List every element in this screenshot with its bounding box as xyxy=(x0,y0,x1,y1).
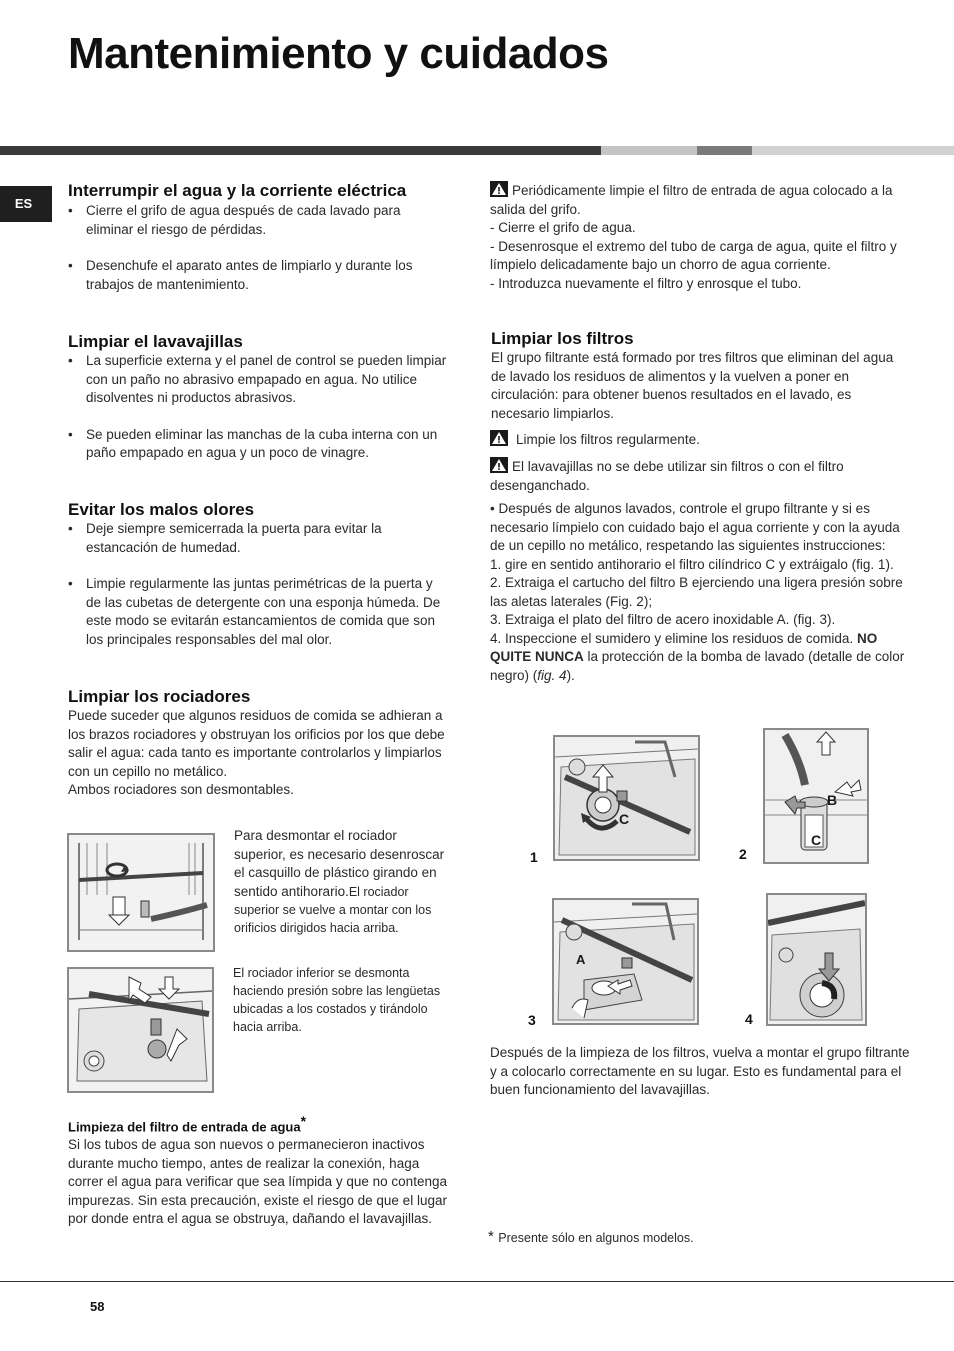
heading-limpiar-filtros: Limpiar los filtros xyxy=(491,329,634,348)
heading-limpiar-lavavajillas: Limpiar el lavavajillas xyxy=(68,332,243,351)
warning-text: Periódicamente limpie el filtro de entrada de agua colocado a la salida del grifo. xyxy=(490,183,893,217)
bullet-item: • Se pueden eliminar las manchas de la cuba interna con un paño empapado en agua y un poco de vinagre. xyxy=(68,426,448,463)
language-tab: ES xyxy=(0,186,52,222)
section-malos-olores xyxy=(68,500,448,649)
figure-2 xyxy=(763,728,869,864)
section-limpiar-lavavajillas xyxy=(68,332,448,463)
header-rule xyxy=(0,146,954,155)
footer-rule xyxy=(0,1281,954,1282)
page-title: Mantenimiento y cuidados xyxy=(68,29,609,78)
heading-filtro-entrada-text: Limpieza del filtro de entrada de agua xyxy=(68,1119,301,1135)
upper-sprayer-caption xyxy=(234,827,449,937)
water-filter-warning xyxy=(490,181,910,293)
instruction-step: 3. Extraiga el plato del filtro de acero inoxidable A. (fig. 3). xyxy=(490,612,836,627)
label-a: A xyxy=(576,952,586,967)
figure-4-number: 4 xyxy=(745,1011,753,1027)
rociadores-paragraph: Puede suceder que algunos residuos de comida se adhieran a los brazos rociadores y obstruyan los orificios por los que debe salir el agua: cada tanto es importante controlarlos y limpiarlos con un cepillo no metálico. xyxy=(68,708,445,779)
figure-3 xyxy=(552,898,699,1025)
bullet-item: • Deje siempre semicerrada la puerta para evitar la estancación de humedad. xyxy=(68,520,448,557)
figure-1 xyxy=(553,735,700,861)
footnote-text: Presente sólo en algunos modelos. xyxy=(498,1231,694,1245)
warning-icon xyxy=(490,457,508,473)
instruction-step xyxy=(490,630,910,686)
filtro-entrada-text: Si los tubos de agua son nuevos o permanecieron inactivos durante mucho tiempo, antes de realizar la conexión, haga correr el agua para verificar que sea límpida y que no contenga impurezas. Sin esta precaución, existe el riesgo de que el lugar por donde entra el agua se obstruya, dañando el lavavajillas. xyxy=(68,1137,447,1227)
filter-instructions xyxy=(490,500,910,685)
instruction-step: 1. gire en sentido antihorario el filtro cilíndrico C y extráigalo (fig. 1). xyxy=(490,556,894,572)
section-rociadores xyxy=(68,687,448,800)
step4-text: 4. Inspeccione el sumidero y elimine los residuos de comida. xyxy=(490,630,854,646)
figure-3-number: 3 xyxy=(528,1012,536,1028)
bullet-item: • Limpie regularmente las juntas perimétricas de la puerta y de las cubetas de detergente con una esponja húmeda. De este modo se evitarán estancamientos de comida que son los principales responsables del mal olor. xyxy=(68,575,448,649)
bullet-item: • Desenchufe el aparato antes de limpiarlo y durante los trabajos de mantenimiento. xyxy=(68,257,448,294)
bullet-item: • Cierre el grifo de agua después de cada lavado para eliminar el riesgo de pérdidas. xyxy=(68,202,448,239)
figure-2-number: 2 xyxy=(739,846,747,862)
filter-warning-regular xyxy=(490,430,910,450)
step4-emphasis: NO QUITE NUNCA xyxy=(490,630,878,664)
step4-text: ). xyxy=(566,667,575,683)
footnote xyxy=(488,1228,888,1247)
step-line: - Introduzca nuevamente el filtro y enrosque el tubo. xyxy=(490,275,802,291)
upper-sprayer-text: Para desmontar el rociador superior, es necesario desenroscar el casquillo de plástico girando en sentido antihorario. xyxy=(234,828,445,899)
label-b: B xyxy=(827,792,838,808)
instruction-step: 2. Extraiga el cartucho del filtro B ejerciendo una ligera presión sobre las aletas laterales (Fig. 2); xyxy=(490,575,903,609)
footnote-star: * xyxy=(300,1113,307,1129)
step4-text: la protección de la bomba de lavado (detalle de color negro) ( xyxy=(490,649,905,683)
upper-sprayer-illustration xyxy=(67,833,215,952)
closing-paragraph xyxy=(490,1044,910,1100)
warning-text: El lavavajillas no se debe utilizar sin filtros o con el filtro desenganchado. xyxy=(490,459,844,493)
heading-filtro-entrada xyxy=(68,1112,448,1136)
section-filtro-entrada xyxy=(68,1112,448,1229)
figure-4 xyxy=(766,893,867,1026)
heading-rociadores: Limpiar los rociadores xyxy=(68,687,251,706)
heading-malos-olores: Evitar los malos olores xyxy=(68,500,255,519)
heading-interrumpir: Interrumpir el agua y la corriente eléctrica xyxy=(68,181,407,200)
page-number: 58 xyxy=(90,1299,105,1314)
lower-sprayer-caption xyxy=(233,964,448,1036)
label-c: C xyxy=(811,832,822,848)
warning-icon xyxy=(490,430,508,446)
footnote-star: * xyxy=(488,1228,494,1245)
section-interrumpir xyxy=(68,181,448,294)
section-limpiar-filtros xyxy=(491,329,911,423)
rociadores-note: Ambos rociadores son desmontables. xyxy=(68,782,294,797)
step4-figref: fig. 4 xyxy=(537,667,567,683)
step-line: - Desenrosque el extremo del tubo de carga de agua, quite el filtro y límpielo delicadamente bajo un chorro de agua corriente. xyxy=(490,238,897,272)
closing-text: Después de la limpieza de los filtros, vuelva a montar el grupo filtrante y a colocarlo correctamente en su lugar. Esto es fundamental para el buen funcionamiento del lavavajillas. xyxy=(490,1045,910,1097)
lower-sprayer-text: El rociador inferior se desmonta haciendo presión sobre las lengüetas ubicadas a los costados y tirándolo hacia arriba. xyxy=(233,966,441,1034)
warning-text: Limpie los filtros regularmente. xyxy=(516,432,700,447)
bullet-item: • La superficie externa y el panel de control se pueden limpiar con un paño no abrasivo empapado en agua. No utilice disolventes ni productos abrasivos. xyxy=(68,352,448,408)
instructions-intro: • Después de algunos lavados, controle el grupo filtrante y si es necesario límpielo con cuidado bajo el agua corriente y con la ayuda de un cepillo no metálico, respetando las siguientes instrucciones: xyxy=(490,501,900,553)
filtros-intro: El grupo filtrante está formado por tres filtros que eliminan del agua de lavado los residuos de alimentos y la vuelven a poner en circulación: para obtener buenos resultados en el lavado, es necesario limpiarlos. xyxy=(491,350,894,421)
filter-warning-missing xyxy=(490,457,910,495)
step-line: - Cierre el grifo de agua. xyxy=(490,220,636,235)
label-c: C xyxy=(619,811,630,827)
upper-sprayer-note: El rociador superior se vuelve a montar con los orificios dirigidos hacia arriba. xyxy=(234,884,432,935)
warning-icon xyxy=(490,181,508,197)
lower-sprayer-illustration xyxy=(67,967,214,1093)
figure-1-number: 1 xyxy=(530,849,538,865)
